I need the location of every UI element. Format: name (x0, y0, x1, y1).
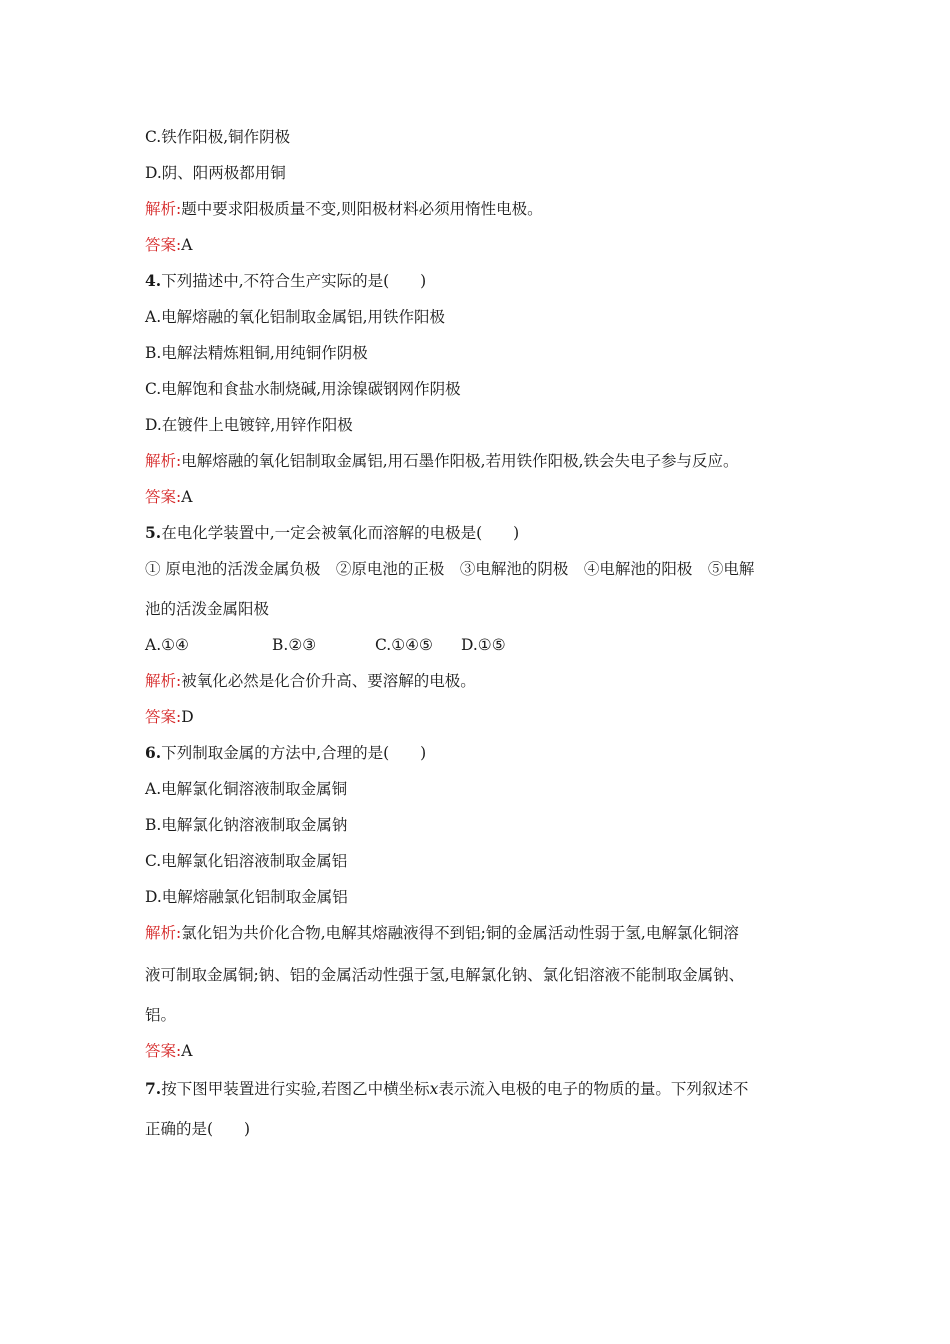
option-b: B.②③ (272, 636, 317, 654)
question-text-cont: 表示流入电极的电子的物质的量。下列叙述不 (438, 1080, 749, 1098)
q5-items-line2: 池的活泼金属阳极 (145, 600, 270, 618)
analysis-text: 电解熔融的氧化铝制取金属铝,用石墨作阳极,若用铁作阳极,铁会失电子参与反应。 (181, 452, 739, 470)
option-d: D.①⑤ (461, 636, 506, 654)
question-text: 在电化学装置中,一定会被氧化而溶解的电极是( ) (161, 524, 520, 542)
q7-stem-line2: 正确的是( ) (145, 1120, 251, 1138)
q5-options (145, 634, 506, 656)
option-c: C.①④⑤ (375, 636, 433, 654)
question-text: 按下图甲装置进行实验,若图乙中横坐标 (161, 1080, 430, 1098)
q3-option-c: C.铁作阳极,铜作阴极 (145, 128, 291, 146)
q4-option-a: A.电解熔融的氧化铝制取金属铝,用铁作阳极 (145, 308, 446, 326)
q6-option-d: D.电解熔融氯化铝制取金属铝 (145, 888, 348, 906)
analysis-label: 解析: (145, 672, 182, 690)
q5-answer (145, 706, 194, 728)
q5-items-line1: ① 原电池的活泼金属负极 ②原电池的正极 ③电解池的阴极 ④电解池的阳极 ⑤电解 (145, 560, 755, 578)
answer-label: 答案: (145, 708, 182, 726)
answer-value: A (181, 488, 193, 506)
answer-value: A (181, 1042, 193, 1060)
q6-option-a: A.电解氯化铜溶液制取金属铜 (145, 780, 348, 798)
question-text: 下列制取金属的方法中,合理的是( ) (161, 744, 427, 762)
q6-answer (145, 1040, 192, 1062)
question-number: 7. (145, 1079, 162, 1098)
q7-stem-line1 (145, 1078, 748, 1100)
answer-value: A (181, 236, 193, 254)
q6-analysis-line2: 液可制取金属铜;钠、铝的金属活动性强于氢,电解氯化钠、氯化铝溶液不能制取金属钠、 (145, 966, 745, 984)
q4-option-c: C.电解饱和食盐水制烧碱,用涂镍碳钢网作阴极 (145, 380, 461, 398)
q6-analysis-line1 (145, 922, 739, 944)
q6-stem (145, 742, 426, 764)
q6-option-b: B.电解氯化钠溶液制取金属钠 (145, 816, 348, 834)
question-number: 5. (145, 523, 162, 542)
q3-analysis (145, 198, 543, 220)
question-number: 4. (145, 271, 162, 290)
analysis-text: 氯化铝为共价化合物,电解其熔融液得不到铝;铜的金属活动性弱于氢,电解氯化铜溶 (181, 924, 739, 942)
answer-label: 答案: (145, 236, 182, 254)
q4-answer (145, 486, 192, 508)
analysis-label: 解析: (145, 200, 182, 218)
question-text: 下列描述中,不符合生产实际的是( ) (161, 272, 427, 290)
analysis-text: 题中要求阳极质量不变,则阳极材料必须用惰性电极。 (181, 200, 543, 218)
q3-option-d: D.阴、阳两极都用铜 (145, 164, 286, 182)
q4-option-d: D.在镀件上电镀锌,用锌作阳极 (145, 416, 353, 434)
variable-x: x (429, 1080, 439, 1098)
q6-option-c: C.电解氯化铝溶液制取金属铝 (145, 852, 348, 870)
answer-label: 答案: (145, 488, 182, 506)
analysis-text: 被氧化必然是化合价升高、要溶解的电极。 (181, 672, 476, 690)
q4-analysis (145, 450, 739, 472)
analysis-label: 解析: (145, 452, 182, 470)
q5-analysis (145, 670, 476, 692)
question-number: 6. (145, 743, 162, 762)
q6-analysis-line3: 铝。 (145, 1006, 177, 1024)
option-a: A.①④ (145, 636, 189, 654)
q4-stem (145, 270, 426, 292)
answer-label: 答案: (145, 1042, 182, 1060)
q5-stem (145, 522, 519, 544)
analysis-label: 解析: (145, 924, 182, 942)
answer-value: D (181, 708, 194, 726)
q3-answer (145, 234, 192, 256)
q4-option-b: B.电解法精炼粗铜,用纯铜作阴极 (145, 344, 368, 362)
